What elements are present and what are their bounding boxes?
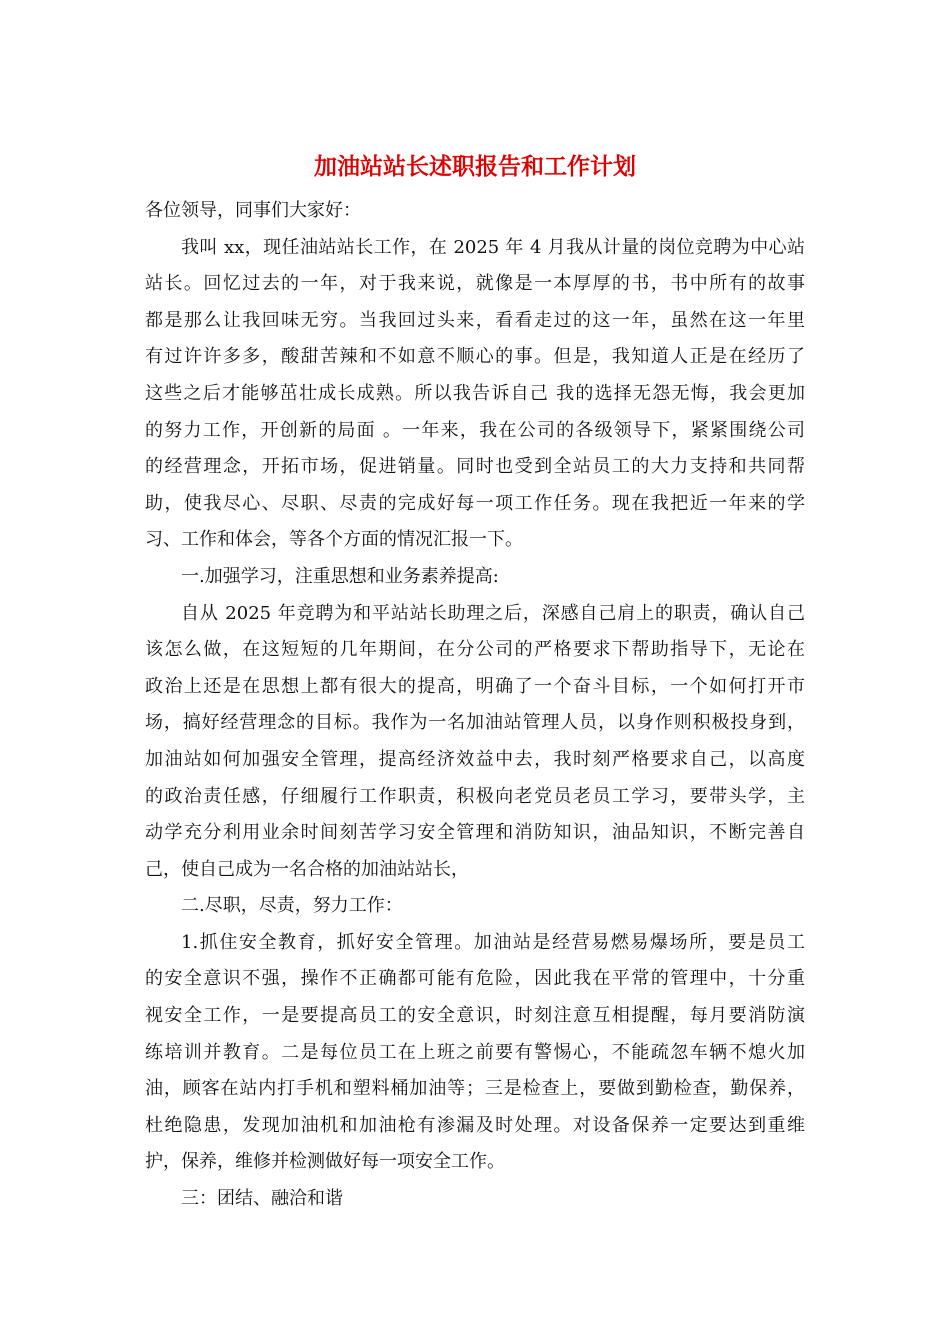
- text-line: 政治上还是在思想上都有很大的提高，明确了一个奋斗目标，一个如何打开市: [145, 675, 805, 697]
- text-line: 的努力工作，开创新的局面 。一年来，我在公司的各级领导下，紧紧围绕公司: [145, 419, 805, 441]
- text-line: 该怎么做，在这短短的几年期间，在分公司的严格要求下帮助指导下，无论在: [145, 639, 805, 661]
- text-line: 的政治责任感，仔细履行工作职责，积极向老党员老员工学习，要带头学，主: [145, 785, 805, 807]
- text-line: 油，顾客在站内打手机和塑料桶加油等；三是检查上，要做到勤检查，勤保养，: [145, 1078, 805, 1100]
- text-line: 护，保养，维修并检测做好每一项安全工作。: [145, 1151, 505, 1173]
- text-line: 的经营理念，开拓市场，促进销量。同时也受到全站员工的大力支持和共同帮: [145, 456, 805, 478]
- text-line: 有过许许多多，酸甜苦辣和不如意不顺心的事。但是，我知道人正是在经历了: [145, 346, 805, 368]
- text-line: 练培训并教育。二是每位员工在上班之前要有警惕心，不能疏忽车辆不熄火加: [145, 1041, 805, 1063]
- text-line: 加油站如何加强安全管理，提高经济效益中去，我时刻严格要求自己，以高度: [145, 748, 805, 770]
- text-line: 自从 2025 年竞聘为和平站站长助理之后，深感自己肩上的职责，确认自己: [181, 602, 805, 624]
- text-line: 二.尽职，尽责，努力工作：: [181, 895, 403, 917]
- text-line: 我叫 xx，现任油站站长工作，在 2025 年 4 月我从计量的岗位竞聘为中心站: [181, 236, 805, 258]
- text-line: 各位领导，同事们大家好：: [145, 200, 361, 221]
- text-line: 1.抓住安全教育，抓好安全管理。加油站是经营易燃易爆场所，要是员工: [181, 931, 805, 953]
- text-line: 己，使自己成为一名合格的加油站站长，: [145, 858, 469, 880]
- text-line: 的安全意识不强，操作不正确都可能有危险，因此我在平常的管理中，十分重: [145, 968, 805, 990]
- text-line: 这些之后才能够茁壮成长成熟。所以我告诉自己 我的选择无怨无悔，我会更加: [145, 382, 805, 404]
- text-line: 都是那么让我回味无穷。当我回过头来，看看走过的这一年，虽然在这一年里: [145, 309, 805, 331]
- document-title: 加油站站长述职报告和工作计划: [314, 153, 636, 180]
- document-body: [145, 193, 805, 1218]
- text-line: 视安全工作，一是要提高员工的安全意识，时刻注意互相提醒，每月要消防演: [145, 1005, 805, 1027]
- text-line: 站长。回忆过去的一年，对于我来说，就像是一本厚厚的书，书中所有的故事: [145, 273, 805, 295]
- text-line: 场，搞好经营理念的目标。我作为一名加油站管理人员，以身作则积极投身到，: [145, 712, 805, 734]
- text-line: 助，使我尽心、尽职、尽责的完成好每一项工作任务。现在我把近一年来的学: [145, 492, 805, 514]
- text-line: 三：团结、融洽和谐: [181, 1188, 343, 1210]
- text-line: 动学充分利用业余时间刻苦学习安全管理和消防知识，油品知识，不断完善自: [145, 822, 805, 844]
- text-line: 一.加强学习，注重思想和业务素养提高:: [181, 565, 499, 587]
- text-line: 杜绝隐患，发现加油机和加油枪有渗漏及时处理。对设备保养一定要达到重维: [145, 1114, 805, 1136]
- text-line: 习、工作和体会，等各个方面的情况汇报一下。: [145, 529, 523, 551]
